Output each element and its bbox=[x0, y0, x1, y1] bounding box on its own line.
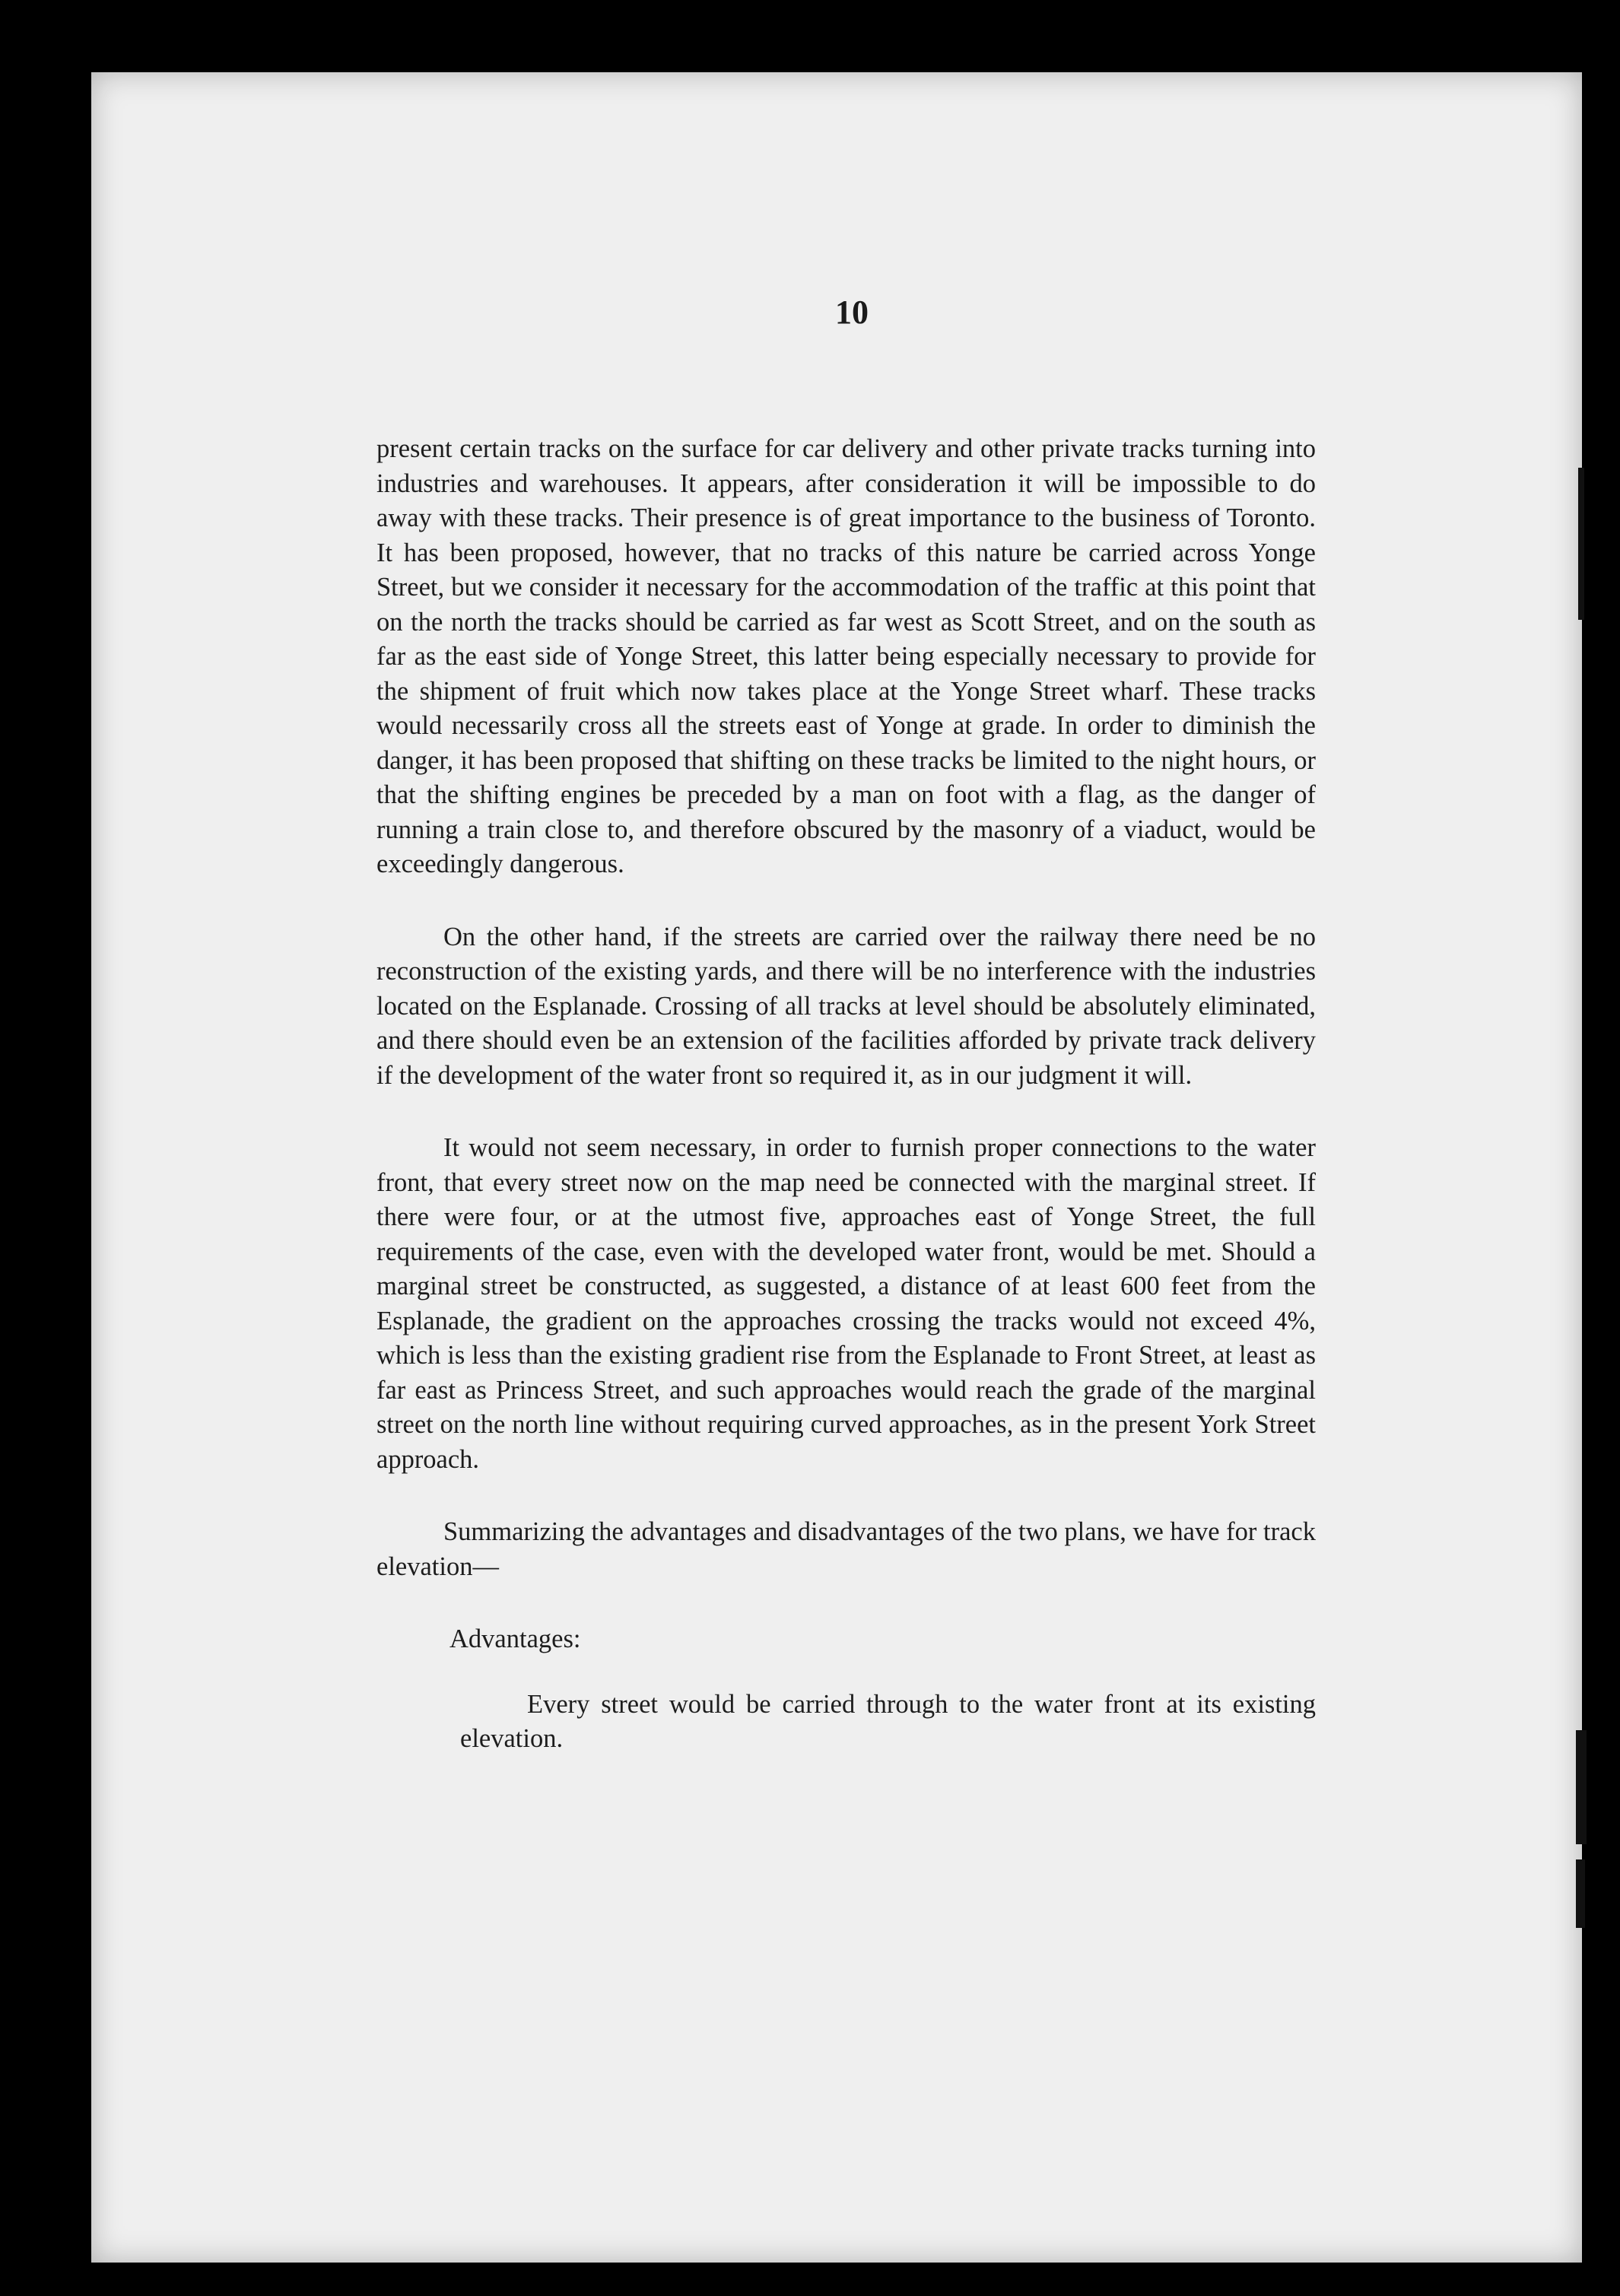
page-number: 10 bbox=[835, 294, 869, 331]
paragraph-approaches: It would not seem necessary, in order to furnish proper connections to the water front, that every street now on the map need be connected with the marginal street. If there were four, or at the utmost five, approaches east of Yonge Street, the full requirements of the case, even with the developed water front, would be met. Should a marginal street be constructed, as suggested, a distance of at least 600 feet from the Esplanade, the gradient on the approaches crossing the tracks would not exceed 4%, which is less than the existing gradient rise from the Esplanade to Front Street, at least as far east as Princess Street, and such approaches would reach the grade of the marginal street on the north line without requiring curved approaches, as in the present York Street approach. bbox=[376, 1133, 1316, 1474]
paragraph-continuation: present certain tracks on the surface for car delivery and other private tracks turning into industries and warehouses. It appears, after consideration it will be impossible to do away with these tracks. Their presence is of great importance to the business of Toronto. It has been proposed, however, that no tracks of this nature be carried across Yonge Street, but we consider it necessary for the accommodation of the traffic at this point that on the north the tracks should be carried as far west as Scott Street, and on the south as far as the east side of Yonge Street, this latter being especially necessary to provide for the shipment of fruit which now takes place at the Yonge Street wharf. These tracks would necessarily cross all the streets east of Yonge at grade. In order to diminish the danger, it has been proposed that shifting on these tracks be limited to the night hours, or that the shifting engines be preceded by a man on foot with a flag, as the danger of running a train close to, and therefore obscured by the masonry of a viaduct, would be exceedingly dangerous. bbox=[376, 434, 1316, 878]
paragraph-streets-over-railway: On the other hand, if the streets are carried over the railway there need be no reconstruction of the existing yards, and there will be no interference with the industries located on the Esplanade. Crossing of all tracks at level should be absolutely eliminated, and there should even be an extension of the facilities afforded by private track delivery if the development of the water front so required it, as in our judgment it will. bbox=[376, 922, 1316, 1090]
margin-mark bbox=[1576, 1730, 1587, 1844]
body-text bbox=[376, 432, 1316, 1757]
advantage-item: Every street would be carried through to the water front at its existing elevation. bbox=[460, 1689, 1316, 1753]
margin-mark bbox=[1578, 468, 1584, 620]
advantages-heading: Advantages: bbox=[449, 1624, 581, 1653]
margin-mark bbox=[1576, 1859, 1585, 1928]
paragraph-summary: Summarizing the advantages and disadvantages of the two plans, we have for track elevation— bbox=[376, 1517, 1316, 1581]
